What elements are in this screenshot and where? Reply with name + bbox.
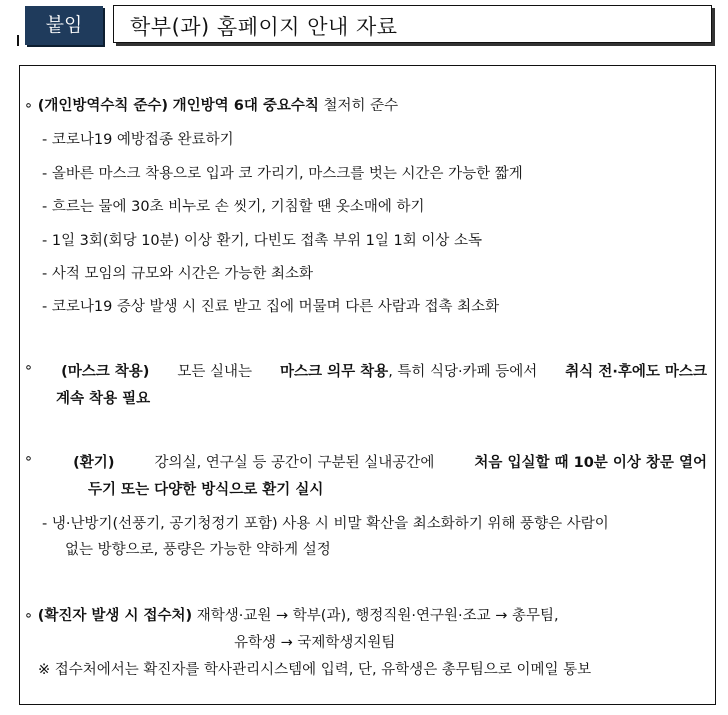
section4-line1 — [24, 604, 559, 625]
list-item: - 코로나19 예방접종 완료하기 — [42, 132, 234, 148]
section1-tail: 철저히 준수 — [318, 98, 399, 114]
section4-text1: 재학생·교원 → 학부(과), 행정직원·연구원·조교 → 총무팀, — [196, 608, 559, 624]
section2-text2: , 특히 식당·카페 등에서 — [388, 364, 538, 380]
section1-label: (개인방역수칙 준수) — [37, 98, 169, 114]
attachment-badge: 붙임 — [25, 6, 103, 45]
section2-line1 — [24, 360, 707, 381]
section3-line1 — [24, 451, 707, 472]
section3-sub1: - 냉·난방기(선풍기, 공기청정기 포함) 사용 시 비말 확산을 최소화하기 위해 풍향은 사람이 — [42, 516, 609, 532]
section2-line2: 계속 착용 필요 — [56, 391, 151, 407]
section4-line2: 유학생 → 국제학생지원팀 — [234, 635, 396, 651]
list-item: - 사적 모임의 규모와 시간은 가능한 최소화 — [42, 266, 314, 282]
section3-label: (환기) — [73, 455, 115, 471]
section3-sub2: 없는 방향으로, 풍량은 가능한 약하게 설정 — [65, 542, 331, 558]
section3-key: 처음 입실할 때 10분 이상 창문 열어 — [474, 455, 707, 471]
section3-line2: 두기 또는 다양한 방식으로 환기 실시 — [88, 482, 324, 498]
content-panel — [19, 65, 716, 705]
title-box — [113, 5, 712, 43]
list-item: - 코로나19 증상 발생 시 진료 받고 집에 머물며 다른 사람과 접촉 최소화 — [42, 299, 500, 315]
section-bullet: ∘ — [24, 360, 34, 376]
section-bullet: ∘ — [24, 451, 34, 467]
page-title: 학부(과) 홈페이지 안내 자료 — [130, 15, 398, 39]
section1-heading — [24, 94, 398, 115]
list-item: - 올바른 마스크 착용으로 입과 코 가리기, 마스크를 벗는 시간은 가능한 짧게 — [42, 166, 523, 182]
section1-key-phrase: 개인방역 6대 중요수칙 — [172, 98, 319, 114]
section2-key1: 마스크 의무 착용 — [280, 364, 389, 380]
section2-text1: 모든 실내는 — [177, 364, 253, 380]
section2-label: (마스크 착용) — [61, 364, 150, 380]
list-item: - 1일 3회(회당 10분) 이상 환기, 다빈도 접촉 부위 1일 1회 이상 소독 — [42, 233, 482, 249]
section4-note: ※ 접수처에서는 확진자를 학사관리시스템에 입력, 단, 유학생은 총무팀으로 이메일 통보 — [38, 662, 592, 678]
section3-text1: 강의실, 연구실 등 공간이 구분된 실내공간에 — [154, 455, 435, 471]
section2-key2: 취식 전·후에도 마스크 — [565, 364, 707, 380]
section-bullet: ∘ — [24, 608, 34, 624]
list-item: - 흐르는 물에 30초 비누로 손 씻기, 기침할 땐 옷소매에 하기 — [42, 199, 425, 215]
section4-label: (확진자 발생 시 접수처) — [37, 608, 193, 624]
margin-mark — [17, 35, 19, 46]
section-bullet: ∘ — [24, 98, 34, 114]
